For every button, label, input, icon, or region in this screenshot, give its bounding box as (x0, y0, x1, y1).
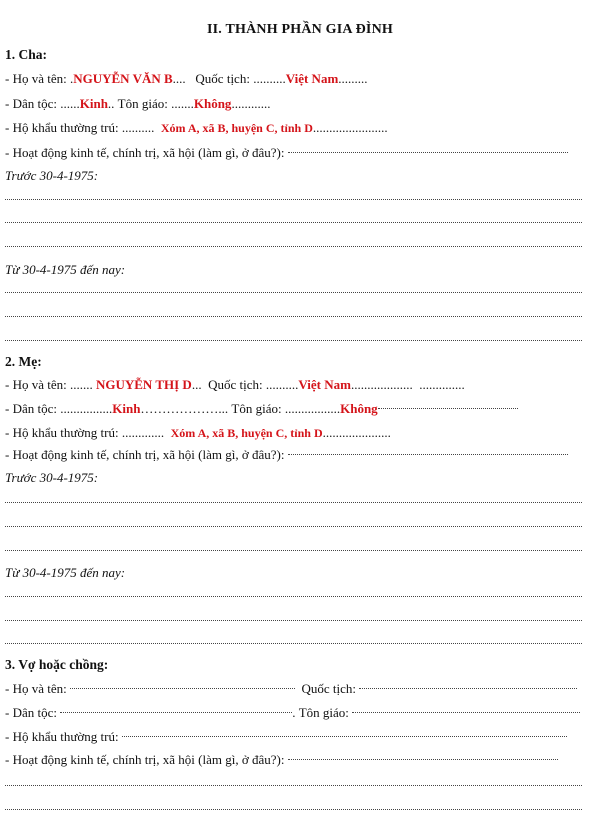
father-ethnicity-label: - Dân tộc: (5, 96, 61, 111)
mother-religion-value: Không (340, 401, 378, 416)
mother-after-line-1 (5, 596, 582, 598)
mother-before-label: Trước 30-4-1975: (5, 470, 99, 485)
section-title: II. THÀNH PHẦN GIA ĐÌNH (207, 22, 393, 37)
mother-residence-value: Xóm A, xã B, huyện C, tỉnh D (170, 426, 323, 440)
father-nationality-value: Việt Nam (285, 71, 339, 86)
father-before-label: Trước 30-4-1975: (5, 168, 99, 183)
mother-residence-label: - Hộ khẩu thường trú: (5, 425, 122, 440)
father-heading: 1. Cha: (5, 47, 48, 62)
father-ethnicity-line: - Dân tộc: ......Kinh.. Tôn giáo: .......Không............ (5, 96, 271, 111)
spouse-name-line (5, 680, 582, 698)
mother-residence-line: - Hộ khẩu thường trú: ............. Xóm A, xã B, huyện C, tỉnh D..................... (5, 425, 391, 440)
mother-after-line-3 (5, 643, 582, 645)
father-activities-line (5, 144, 582, 162)
mother-activities-line (5, 446, 582, 464)
mother-before-line-2 (5, 526, 582, 528)
mother-before-line-3 (5, 550, 582, 552)
spouse-ethnicity-label: - Dân tộc: (5, 705, 61, 720)
father-religion-value: Không (193, 96, 232, 111)
father-after-line-2 (5, 316, 582, 318)
spouse-religion-label: Tôn giáo: (298, 705, 353, 720)
spouse-residence-line (5, 728, 582, 746)
father-residence-line: - Hộ khẩu thường trú: .......... Xóm A, xã B, huyện C, tỉnh D....................... (5, 120, 388, 135)
father-ethnicity-value: Kinh (79, 96, 108, 111)
father-residence-label: - Hộ khẩu thường trú: (5, 120, 122, 135)
mother-heading: 2. Mẹ: (5, 354, 42, 369)
mother-name-line: - Họ và tên: ....... NGUYỄN THỊ D... Quốc tịch: ..........Việt Nam................... .............. (5, 377, 465, 392)
mother-name-label: - Họ và tên: (5, 377, 70, 392)
spouse-activities-line-1 (5, 785, 582, 787)
father-before-line-1 (5, 199, 582, 201)
father-before-line-2 (5, 222, 582, 224)
mother-ethnicity-value: Kinh (112, 401, 141, 416)
mother-religion-label: Tôn giáo: (231, 401, 285, 416)
mother-activities-label: - Hoạt động kinh tế, chính trị, xã hội (làm gì, ở đâu?): (5, 447, 288, 462)
spouse-nationality-label: Quốc tịch: (301, 681, 360, 696)
father-after-line-1 (5, 292, 582, 294)
mother-ethnicity-label: - Dân tộc: (5, 401, 61, 416)
mother-after-line-2 (5, 620, 582, 622)
father-after-line-3 (5, 340, 582, 342)
spouse-name-label: - Họ và tên: (5, 681, 70, 696)
spouse-ethnicity-line: - Dân tộc: . Tôn giáo: (5, 704, 582, 722)
mother-before-line-1 (5, 502, 582, 504)
mother-ethnicity-line: - Dân tộc: ................Kinh………………... Tôn giáo: .................Không (5, 400, 582, 418)
father-nationality-label: Quốc tịch: (195, 71, 254, 86)
father-name-value: NGUYỄN VĂN B (73, 71, 173, 86)
father-name-line: - Họ và tên: .NGUYỄN VĂN B.... Quốc tịch: ..........Việt Nam......... (5, 71, 368, 86)
spouse-activities-line (5, 751, 582, 769)
spouse-residence-label: - Hộ khẩu thường trú: (5, 729, 122, 744)
spouse-heading: 3. Vợ hoặc chồng: (5, 657, 109, 672)
father-religion-label: Tôn giáo: (117, 96, 172, 111)
spouse-activities-label: - Hoạt động kinh tế, chính trị, xã hội (làm gì, ở đâu?): (5, 752, 288, 767)
mother-nationality-label: Quốc tịch: (208, 377, 266, 392)
mother-name-value: NGUYỄN THỊ D (95, 377, 192, 392)
father-activities-label: - Hoạt động kinh tế, chính trị, xã hội (làm gì, ở đâu?): (5, 145, 288, 160)
mother-nationality-value: Việt Nam (298, 377, 351, 392)
father-before-line-3 (5, 246, 582, 248)
mother-after-label: Từ 30-4-1975 đến nay: (5, 565, 126, 580)
spouse-activities-line-2 (5, 809, 582, 811)
father-name-label: - Họ và tên: (5, 71, 70, 86)
father-residence-value: Xóm A, xã B, huyện C, tỉnh D (160, 121, 313, 135)
father-after-label: Từ 30-4-1975 đến nay: (5, 262, 126, 277)
